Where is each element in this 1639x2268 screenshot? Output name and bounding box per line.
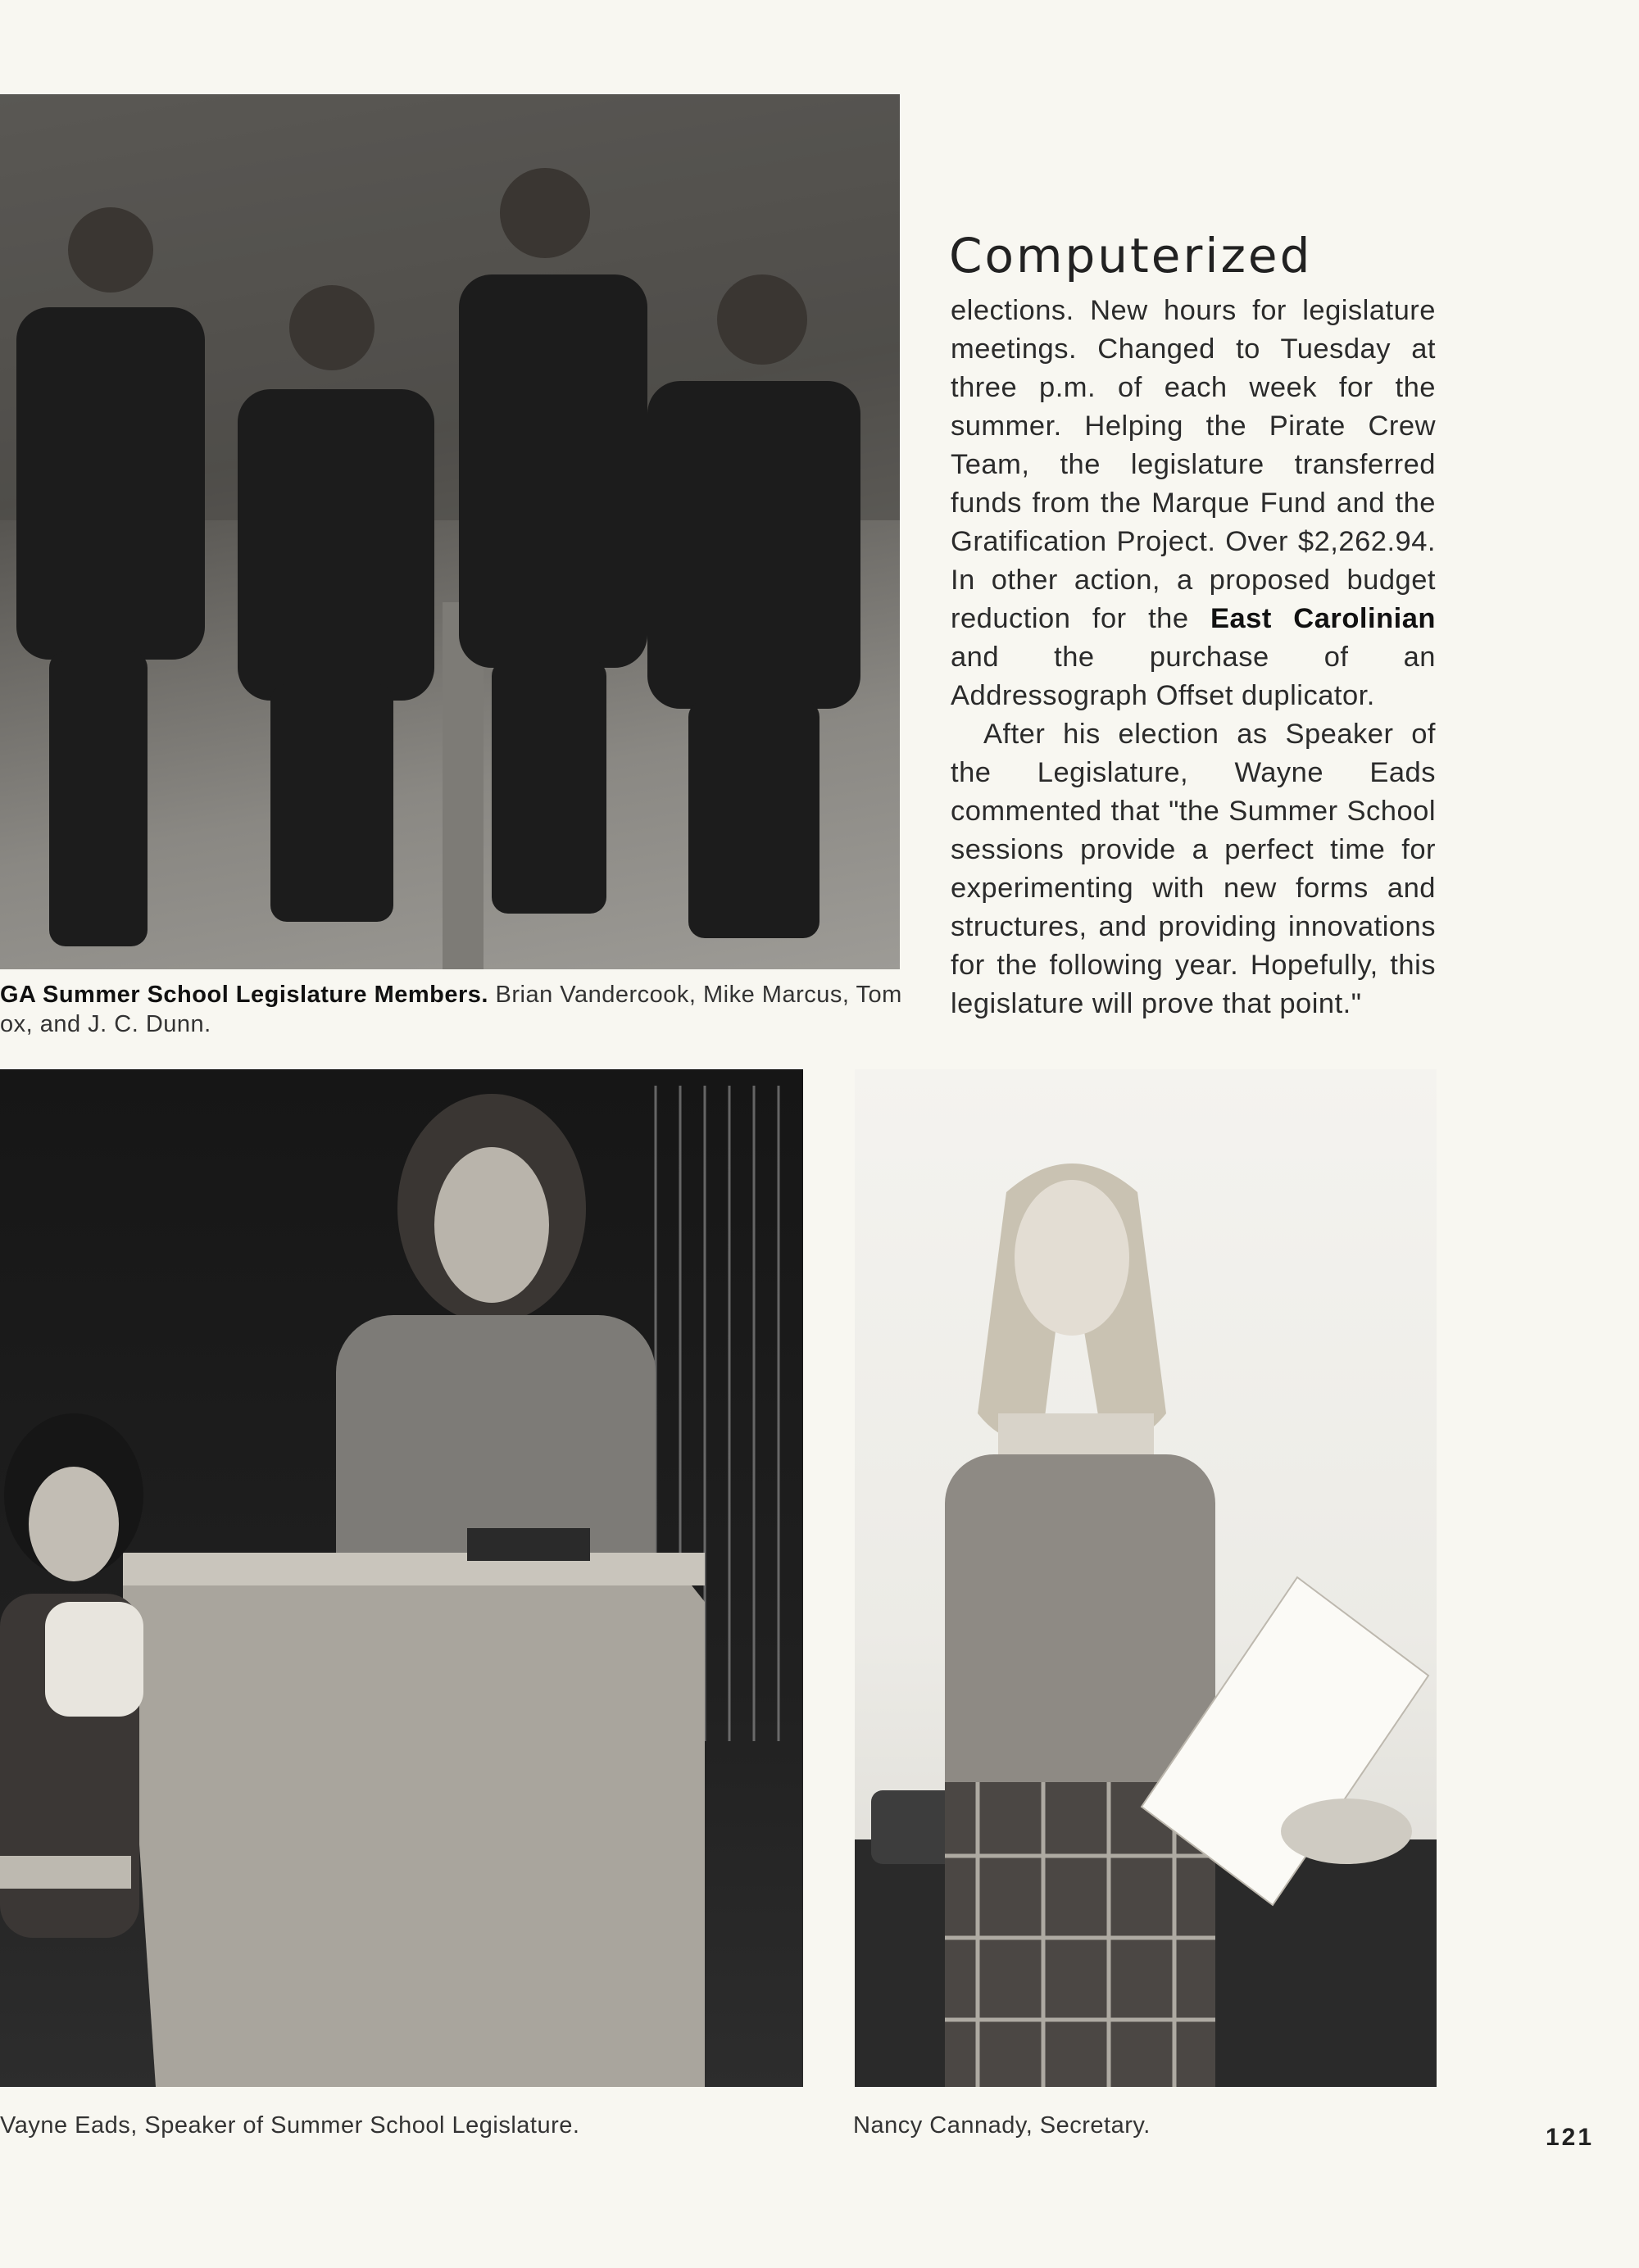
photo-speaker [0, 1069, 803, 2087]
article-paragraph-2: After his election as Speaker of the Legislature, Wayne Eads commented that "the Summer School sessions provide a perfect time for experimenting with new forms and structures, and providing innovations for the following year. Hopefully, this legislature will prove that point." [951, 719, 1436, 1019]
secretary-illustration [855, 1069, 1437, 2087]
photo-legislature-members [0, 94, 900, 969]
article-body [951, 292, 1436, 1023]
caption-speaker [0, 2112, 579, 2139]
caption-secretary-text: Nancy Cannady, Secretary. [853, 2112, 1151, 2139]
page-number: 121 [1546, 2124, 1595, 2151]
legislature-members-illustration [0, 94, 900, 969]
caption-legislature-members-names: Brian Vandercook, Mike Marcus, Tom [495, 982, 902, 1008]
caption-secretary [853, 2112, 1151, 2139]
caption-legislature-members [0, 982, 902, 1008]
article-p1-text-end: and the purchase of an Addressograph Offset duplicator. [951, 642, 1436, 711]
photo-secretary [855, 1069, 1437, 2087]
article-p1-bold: East Carolinian [1210, 603, 1436, 634]
article-paragraph-1 [951, 292, 1436, 715]
speaker-illustration [0, 1069, 803, 2087]
caption-speaker-text: Vayne Eads, Speaker of Summer School Legislature. [0, 2112, 580, 2139]
caption-legislature-members-bold: GA Summer School Legislature Members. [0, 982, 488, 1008]
article-p1-text: elections. New hours for legislature meetings. Changed to Tuesday at three p.m. of each week for the summer. Helping the Pirate Crew Team, the legislature transferred funds from the Marque Fund and the Gratification Project. Over $2,262.94. In other action, a proposed budget reduction for the [951, 295, 1436, 634]
caption-legislature-members-line2 [0, 1011, 211, 1037]
article-title: Computerized [949, 228, 1313, 284]
caption-legislature-members-names-cont: ox, and J. C. Dunn. [0, 1011, 211, 1037]
